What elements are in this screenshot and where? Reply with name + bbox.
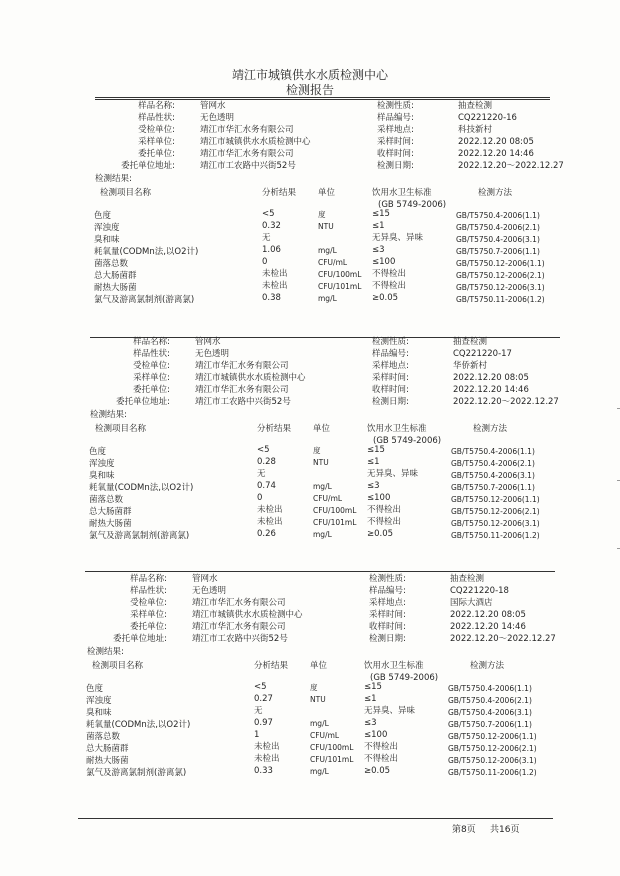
results-label: 检测结果:	[90, 410, 127, 420]
col-header-standard: 饮用水卫生标准	[372, 188, 432, 198]
row-unit: CFU/100mL	[313, 506, 357, 516]
col-header-standard-code: (GB 5749-2006)	[378, 200, 447, 210]
label-sample-nature: 样品性状:	[133, 349, 170, 359]
row-method: GB/T5750.11-2006(1.2)	[456, 295, 545, 305]
value-test-date: 2022.12.20～2022.12.27	[458, 161, 564, 171]
col-header-result: 分析结果	[254, 661, 289, 671]
row-method: GB/T5750.12-2006(3.1)	[456, 283, 545, 293]
row-result: 0	[257, 493, 263, 504]
row-standard: 无异臭、异味	[372, 233, 424, 244]
row-result: 0.74	[257, 481, 276, 492]
row-item: 总大肠菌群	[89, 507, 132, 518]
value-receive-time: 2022.12.20 14:46	[450, 622, 526, 632]
value-sampling-site: 科技新村	[458, 125, 493, 135]
row-unit: CFU/101mL	[310, 755, 354, 765]
col-header-result: 分析结果	[262, 188, 297, 198]
label-sampling-unit: 采样单位:	[133, 373, 170, 383]
row-method: GB/T5750.4-2006(3.1)	[451, 471, 535, 481]
row-item: 氯气及游离氯制剂(游离氯)	[89, 531, 190, 542]
label-sample-nature: 样品性状:	[130, 586, 167, 596]
row-item: 浑浊度	[89, 459, 115, 470]
report-title: 检测报告	[285, 83, 334, 97]
row-result: 未检出	[257, 517, 283, 528]
row-item: 色度	[89, 447, 107, 457]
row-standard: ≤100	[367, 493, 391, 504]
row-result: 0.97	[254, 718, 273, 729]
row-standard: ≤1	[372, 221, 385, 232]
row-item: 臭和味	[86, 708, 112, 719]
value-sampling-unit: 靖江市城镇供水水质检测中心	[195, 373, 306, 383]
value-client-unit: 靖江市华汇水务有限公司	[195, 385, 289, 395]
row-result: 未检出	[254, 754, 280, 765]
value-test-nature: 抽查检测	[450, 574, 485, 584]
value-sample-nature: 无色透明	[200, 113, 235, 123]
row-unit: NTU	[310, 695, 326, 705]
row-standard: 不得检出	[372, 269, 407, 280]
col-header-standard: 饮用水卫生标准	[367, 424, 427, 434]
label-client-unit: 委托单位:	[133, 385, 170, 395]
header-rule-inner	[95, 99, 550, 100]
row-unit: CFU/101mL	[313, 518, 357, 528]
value-inspected-unit: 靖江市华汇水务有限公司	[195, 361, 289, 371]
row-unit: CFU/mL	[310, 731, 340, 741]
value-test-nature: 抽查检测	[458, 101, 493, 111]
row-standard: ≤1	[367, 457, 380, 468]
row-standard: ≥0.05	[364, 766, 391, 777]
row-unit: mg/L	[313, 482, 332, 492]
label-sampling-site: 采样地点:	[377, 125, 414, 135]
col-header-item: 检测项目名称	[100, 188, 152, 198]
label-sampling-time: 采样时间:	[369, 610, 406, 620]
value-sampling-site: 国际大酒店	[450, 598, 493, 608]
row-method: GB/T5750.12-2006(1.1)	[448, 732, 537, 742]
value-inspected-unit: 靖江市华汇水务有限公司	[200, 125, 294, 135]
row-item: 耗氧量(CODMn法,以O2计)	[86, 720, 191, 731]
label-test-nature: 检测性质:	[372, 337, 409, 347]
col-header-unit: 单位	[310, 661, 328, 671]
value-sample-no: CQ221220-16	[458, 113, 517, 123]
row-result: 1.06	[262, 245, 281, 256]
row-method: GB/T5750.4-2006(1.1)	[456, 211, 540, 220]
row-result: 0	[262, 257, 268, 268]
row-method: GB/T5750.4-2006(3.1)	[456, 235, 540, 245]
row-method: GB/T5750.4-2006(2.1)	[451, 459, 535, 469]
value-test-nature: 抽查检测	[453, 337, 488, 347]
row-item: 耗氧量(CODMn法,以O2计)	[94, 247, 199, 258]
row-standard: ≤100	[364, 730, 388, 741]
value-test-date: 2022.12.20～2022.12.27	[453, 397, 559, 407]
value-inspected-unit: 靖江市华汇水务有限公司	[192, 598, 286, 608]
org-title: 靖江市城镇供水水质检测中心	[231, 68, 388, 82]
row-method: GB/T5750.12-2006(2.1)	[456, 271, 545, 281]
value-client-address: 靖江市工农路中兴街52号	[192, 634, 288, 644]
value-sampling-unit: 靖江市城镇供水水质检测中心	[200, 137, 311, 147]
value-sample-nature: 无色透明	[195, 349, 230, 359]
row-item: 菌落总数	[86, 732, 121, 743]
row-method: GB/T5750.4-2006(2.1)	[448, 696, 532, 706]
row-result: 0.38	[262, 293, 281, 304]
value-sampling-time: 2022.12.20 08:05	[458, 137, 534, 147]
results-label: 检测结果:	[87, 647, 124, 657]
row-standard: 不得检出	[364, 754, 399, 765]
row-standard: ≤100	[372, 257, 396, 268]
label-test-nature: 检测性质:	[377, 101, 414, 111]
col-header-method: 检测方法	[470, 661, 505, 671]
row-unit: mg/L	[318, 294, 337, 304]
record-separator	[85, 571, 555, 572]
row-method: GB/T5750.7-2006(1.1)	[448, 720, 532, 730]
row-result: 未检出	[262, 281, 288, 292]
label-sampling-unit: 采样单位:	[138, 137, 175, 147]
row-standard: ≥0.05	[367, 529, 394, 540]
footer-rule	[78, 818, 553, 819]
label-client-unit: 委托单位:	[130, 622, 167, 632]
row-item: 臭和味	[94, 235, 120, 246]
col-header-unit: 单位	[318, 188, 336, 198]
row-result: <5	[254, 682, 267, 692]
row-result: 未检出	[257, 505, 283, 516]
label-sampling-unit: 采样单位:	[130, 610, 167, 620]
row-result: 无	[262, 233, 271, 244]
label-sampling-time: 采样时间:	[372, 373, 409, 383]
row-standard: 不得检出	[367, 505, 402, 516]
value-sample-no: CQ221220-18	[450, 586, 509, 596]
page-number: 第8页	[452, 825, 476, 835]
label-client-address: 委托单位地址:	[113, 634, 167, 644]
row-item: 总大肠菌群	[86, 744, 129, 755]
row-item: 色度	[86, 684, 104, 694]
value-sample-nature: 无色透明	[192, 586, 227, 596]
label-test-date: 检测日期:	[369, 634, 406, 644]
label-client-address: 委托单位地址:	[121, 161, 175, 171]
row-method: GB/T5750.11-2006(1.2)	[448, 768, 537, 778]
label-client-unit: 委托单位:	[138, 149, 175, 159]
row-standard: ≤3	[372, 245, 385, 256]
value-sample-name: 管网水	[200, 101, 226, 111]
value-sampling-time: 2022.12.20 08:05	[450, 610, 526, 620]
row-standard: ≤15	[372, 209, 390, 219]
label-test-nature: 检测性质:	[369, 574, 406, 584]
label-sample-name: 样品名称:	[133, 337, 170, 347]
row-item: 浑浊度	[94, 223, 120, 234]
row-standard: 无异臭、异味	[367, 469, 419, 480]
header-rule	[95, 97, 550, 98]
label-test-date: 检测日期:	[372, 397, 409, 407]
label-inspected-unit: 受检单位:	[138, 125, 175, 135]
row-item: 耗氧量(CODMn法,以O2计)	[89, 483, 194, 494]
row-item: 氯气及游离氯制剂(游离氯)	[86, 768, 187, 779]
row-result: 1	[254, 730, 260, 741]
row-unit: 度	[310, 683, 318, 692]
row-result: 0.28	[257, 457, 276, 468]
col-header-result: 分析结果	[257, 424, 292, 434]
value-sampling-time: 2022.12.20 08:05	[453, 373, 529, 383]
row-item: 色度	[94, 211, 112, 221]
row-method: GB/T5750.12-2006(2.1)	[451, 507, 540, 517]
row-result: 无	[254, 706, 263, 717]
row-result: 未检出	[254, 742, 280, 753]
row-method: GB/T5750.11-2006(1.2)	[451, 531, 540, 541]
label-test-date: 检测日期:	[377, 161, 414, 171]
label-sample-name: 样品名称:	[130, 574, 167, 584]
row-item: 菌落总数	[94, 259, 129, 270]
row-method: GB/T5750.4-2006(2.1)	[456, 223, 540, 233]
label-sampling-site: 采样地点:	[369, 598, 406, 608]
label-sampling-site: 采样地点:	[372, 361, 409, 371]
value-sample-name: 管网水	[195, 337, 221, 347]
row-item: 耐热大肠菌	[94, 283, 137, 294]
row-method: GB/T5750.4-2006(1.1)	[448, 684, 532, 693]
col-header-item: 检测项目名称	[92, 661, 144, 671]
col-header-item: 检测项目名称	[95, 424, 147, 434]
label-sample-nature: 样品性状:	[138, 113, 175, 123]
row-standard: 不得检出	[364, 742, 399, 753]
col-header-standard-code: (GB 5749-2006)	[373, 436, 442, 446]
row-result: 无	[257, 469, 266, 480]
row-method: GB/T5750.7-2006(1.1)	[456, 247, 540, 257]
label-client-address: 委托单位地址:	[116, 397, 170, 407]
row-standard: ≤1	[364, 694, 377, 705]
label-inspected-unit: 受检单位:	[130, 598, 167, 608]
col-header-standard-code: (GB 5749-2006)	[370, 673, 439, 683]
col-header-unit: 单位	[313, 424, 331, 434]
label-inspected-unit: 受检单位:	[133, 361, 170, 371]
row-item: 总大肠菌群	[94, 271, 137, 282]
value-client-unit: 靖江市华汇水务有限公司	[192, 622, 286, 632]
label-sample-no: 样品编号:	[369, 586, 406, 596]
value-test-date: 2022.12.20～2022.12.27	[450, 634, 556, 644]
col-header-method: 检测方法	[478, 188, 513, 198]
label-receive-time: 收样时间:	[377, 149, 414, 159]
row-unit: CFU/100mL	[318, 270, 362, 280]
row-method: GB/T5750.7-2006(1.1)	[451, 483, 535, 493]
row-unit: mg/L	[310, 719, 329, 729]
label-sample-no: 样品编号:	[377, 113, 414, 123]
row-standard: 不得检出	[372, 281, 407, 292]
row-standard: ≤3	[364, 718, 377, 729]
col-header-standard: 饮用水卫生标准	[364, 661, 424, 671]
row-method: GB/T5750.12-2006(2.1)	[448, 744, 537, 754]
col-header-method: 检测方法	[473, 424, 508, 434]
row-standard: 无异臭、异味	[364, 706, 416, 717]
row-unit: CFU/mL	[313, 494, 343, 504]
row-unit: CFU/101mL	[318, 282, 362, 292]
row-standard: ≤15	[367, 445, 385, 455]
value-receive-time: 2022.12.20 14:46	[458, 149, 534, 159]
value-client-address: 靖江市工农路中兴街52号	[195, 397, 291, 407]
value-receive-time: 2022.12.20 14:46	[453, 385, 529, 395]
row-unit: CFU/mL	[318, 258, 348, 268]
row-unit: NTU	[313, 458, 329, 468]
row-unit: mg/L	[318, 246, 337, 256]
page-total: 共16页	[490, 825, 520, 835]
row-item: 浑浊度	[86, 696, 112, 707]
row-unit: mg/L	[313, 530, 332, 540]
value-client-address: 靖江市工农路中兴街52号	[200, 161, 296, 171]
row-method: GB/T5750.4-2006(1.1)	[451, 447, 535, 456]
row-result: <5	[262, 209, 275, 219]
label-receive-time: 收样时间:	[372, 385, 409, 395]
row-item: 耐热大肠菌	[86, 756, 129, 767]
row-unit: mg/L	[310, 767, 329, 777]
value-sample-no: CQ221220-17	[453, 349, 512, 359]
label-sampling-time: 采样时间:	[377, 137, 414, 147]
label-sample-no: 样品编号:	[372, 349, 409, 359]
label-sample-name: 样品名称:	[138, 101, 175, 111]
results-label: 检测结果:	[95, 174, 132, 184]
row-result: 0.33	[254, 766, 273, 777]
row-method: GB/T5750.12-2006(3.1)	[448, 756, 537, 766]
row-unit: NTU	[318, 222, 334, 232]
row-unit: 度	[318, 210, 326, 219]
row-standard: ≤15	[364, 682, 382, 692]
row-standard: ≥0.05	[372, 293, 399, 304]
row-item: 菌落总数	[89, 495, 124, 506]
row-method: GB/T5750.12-2006(1.1)	[451, 495, 540, 505]
row-item: 臭和味	[89, 471, 115, 482]
row-method: GB/T5750.12-2006(3.1)	[451, 519, 540, 529]
row-standard: 不得检出	[367, 517, 402, 528]
value-sampling-unit: 靖江市城镇供水水质检测中心	[192, 610, 303, 620]
row-unit: 度	[313, 446, 321, 455]
row-method: GB/T5750.12-2006(1.1)	[456, 259, 545, 269]
row-item: 氯气及游离氯制剂(游离氯)	[94, 295, 195, 306]
row-result: 0.32	[262, 221, 281, 232]
row-result: 0.26	[257, 529, 276, 540]
row-result: <5	[257, 445, 270, 455]
value-sampling-site: 华侨新村	[453, 361, 488, 371]
row-unit: CFU/100mL	[310, 743, 354, 753]
row-standard: ≤3	[367, 481, 380, 492]
row-item: 耐热大肠菌	[89, 519, 132, 530]
value-client-unit: 靖江市华汇水务有限公司	[200, 149, 294, 159]
row-result: 未检出	[262, 269, 288, 280]
value-sample-name: 管网水	[192, 574, 218, 584]
row-method: GB/T5750.4-2006(3.1)	[448, 708, 532, 718]
row-result: 0.27	[254, 694, 273, 705]
label-receive-time: 收样时间:	[369, 622, 406, 632]
